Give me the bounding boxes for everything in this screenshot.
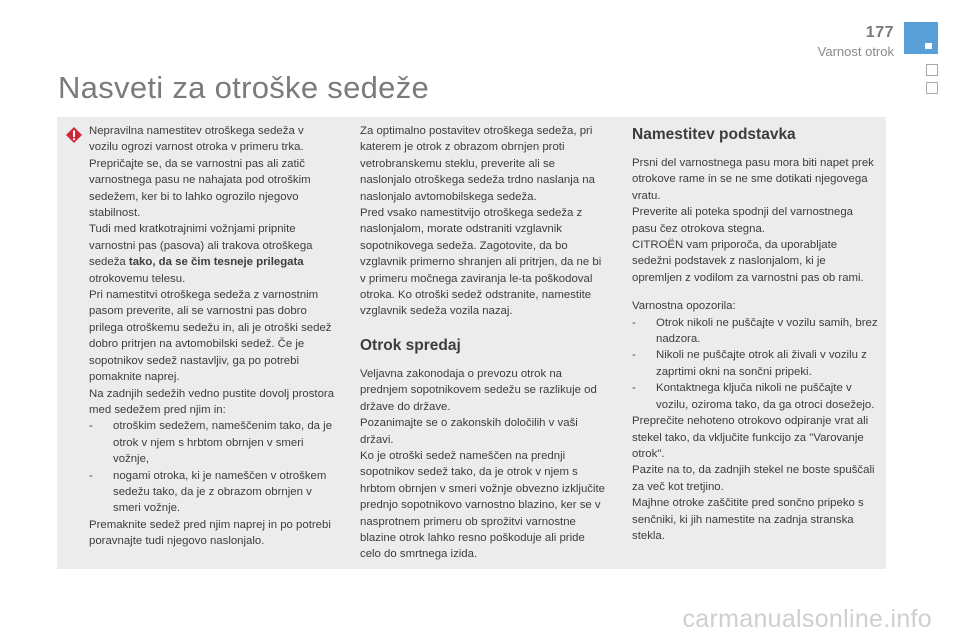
dash-bullet: - bbox=[632, 382, 636, 395]
paragraph: Premaknite sedež pred njim naprej in po potrebi poravnajte tudi njegovo naslonjalo. bbox=[89, 518, 331, 548]
paragraph: Za optimalno postavitev otroškega sedeža, pri katerem je otrok z obrazom obrnjen proti vetrobranskemu steklu, preverite ali se naslonjalo otroškega sedeža trdno naslanja na naslonjalo avtomobilskega sedeža. bbox=[360, 125, 595, 203]
paragraph: Na zadnjih sedežih vedno pustite dovolj prostora med sedežem pred njim in: bbox=[89, 387, 335, 416]
paragraph: Nepravilna namestitev otroškega sedeža v vozilu ogrozi varnost otroka v primeru trka. bbox=[89, 125, 304, 154]
paragraph: Pred vsako namestitvijo otroškega sedeža z naslonjalom, morate odstraniti vzglavnik sopotnikovega sedeža. Zagotovite, da bo vzglavnik primerno shranjen ali pritrjen, da ne bi v primeru močnega zaviranja le-ta poškodoval otroka. Ko otroški sedež odstranite, namestite vzglavnik sedeža vozila nazaj. bbox=[360, 207, 602, 318]
dash-bullet: - bbox=[632, 349, 636, 362]
paragraph: Pazite na to, da zadnjih stekel ne boste spuščali za več kot tretjino. bbox=[632, 464, 875, 493]
paragraph: Ko je otroški sedež nameščen na prednji sopotnikov sedež tako, da je otrok v njem s hrbtom obrnjen v smeri vožnje obvezno izklju​čite prednjo sopotnikovo varnostno blazino, ker se v nasprotnem primeru ob sprožitvi varnostne blazine otrok lahko resno poškoduje ali pride celo do smrtnega izida. bbox=[360, 449, 606, 561]
dash-bullet: - bbox=[632, 316, 636, 329]
paragraph: Preverite ali poteka spodnji del varnostnega pasu čez otrokova stegna. bbox=[632, 206, 853, 235]
list-item-text: nogami otroka, ki je nameščen v otroškem sedežu tako, da je z obrazom obrnjen v smeri vožnje. bbox=[113, 469, 327, 515]
list-item bbox=[632, 315, 878, 348]
paragraph: Varnostna opozorila: bbox=[632, 300, 736, 313]
text-span: otrokovemu telesu. bbox=[89, 272, 186, 285]
tab-empty-box-1 bbox=[926, 64, 938, 76]
paragraph: CITROËN vam priporoča, da uporabljate sedežni podstavek z naslonjalom, ki je opremljen z vodilom za varnostni pas ob rami. bbox=[632, 239, 864, 284]
paragraph: Pozanimajte se o zakonskih določilih v vaši državi. bbox=[360, 417, 578, 446]
dash-bullet: - bbox=[89, 420, 93, 433]
paragraph: Veljavna zakonodaja o prevozu otrok na prednjem sopotnikovem sedežu se razlikuje od države do države. bbox=[360, 367, 597, 413]
bold-text: tako, da se čim tesneje prilegata bbox=[128, 256, 304, 269]
paragraph: Prsni del varnostnega pasu mora biti napet prek otrokove rame in se ne sme dotikati njegovega vratu. bbox=[632, 157, 874, 202]
paragraph: Prepričajte se, da se varnostni pas ali zatič varnostnega pasu ne nahajata pod otroškim sedežem, ker bi to lahko ogrozilo njegovo stabilnost. bbox=[89, 157, 311, 220]
list-item bbox=[632, 347, 878, 380]
paragraph: Majhne otroke zaščitite pred sončno pripeko s senčniki, ki jih namestite na zadnja stranska stekla. bbox=[632, 497, 864, 542]
list-item-text: Otrok nikoli ne puščajte v vozilu samih, brez nadzora. bbox=[656, 316, 878, 346]
text-span: Tudi med kratkotrajnimi vožnjami pripnite varnostni pas (pasova) ali trakova otroškega sedeža bbox=[89, 223, 313, 269]
list-item-text: otroškim sedežem, nameščenim tako, da je otrok v njem s hrbtom obrnjen v smeri vožnje, bbox=[113, 420, 333, 466]
tab-empty-box-2 bbox=[926, 82, 938, 94]
right-column bbox=[632, 123, 878, 544]
list-item bbox=[632, 380, 878, 413]
warning-exclamation-icon bbox=[65, 126, 83, 144]
section-tab-marker bbox=[904, 22, 938, 54]
tab-square-icon bbox=[925, 43, 932, 49]
warning-column bbox=[89, 123, 335, 550]
list-item-text: Nikoli ne puščajte otrok ali živali v vozilu z zaprtimi okni na sončni pripeki. bbox=[656, 349, 867, 378]
section-heading-booster: Namestitev podstavka bbox=[632, 126, 796, 143]
list-item-text: Kontaktnega ključa nikoli ne puščajte v vozilu, oziroma tako, da ga otroci dosežejo. bbox=[656, 382, 875, 411]
page-title: Nasveti za otroške sedeže bbox=[58, 70, 430, 105]
paragraph: Pri namestitvi otroškega sedeža z varnostnim pasom preverite, ali se varnostni pas dobro prilega otroškemu sedežu in, ali je otroški sedež dobro pritrjen na avtomobilski sedež. Če je sopotnikov sedež nastavljiv, ga po potrebi pomaknite naprej. bbox=[89, 289, 332, 384]
list-item bbox=[89, 418, 335, 467]
section-heading-front: Otrok spredaj bbox=[360, 336, 461, 354]
content-panel bbox=[57, 117, 886, 569]
spacer bbox=[632, 286, 878, 298]
section-label: Varnost otrok bbox=[817, 44, 894, 59]
watermark: carmanualsonline.info bbox=[682, 605, 932, 633]
page-number: 177 bbox=[865, 24, 894, 41]
middle-column bbox=[360, 123, 608, 563]
paragraph bbox=[89, 221, 335, 287]
dash-bullet: - bbox=[89, 469, 93, 482]
paragraph: Preprečite nehoteno otrokovo odpiranje vrat ali stekel tako, da vključite funkcijo za "Varovanje otrok". bbox=[632, 415, 869, 460]
list-item bbox=[89, 468, 335, 517]
